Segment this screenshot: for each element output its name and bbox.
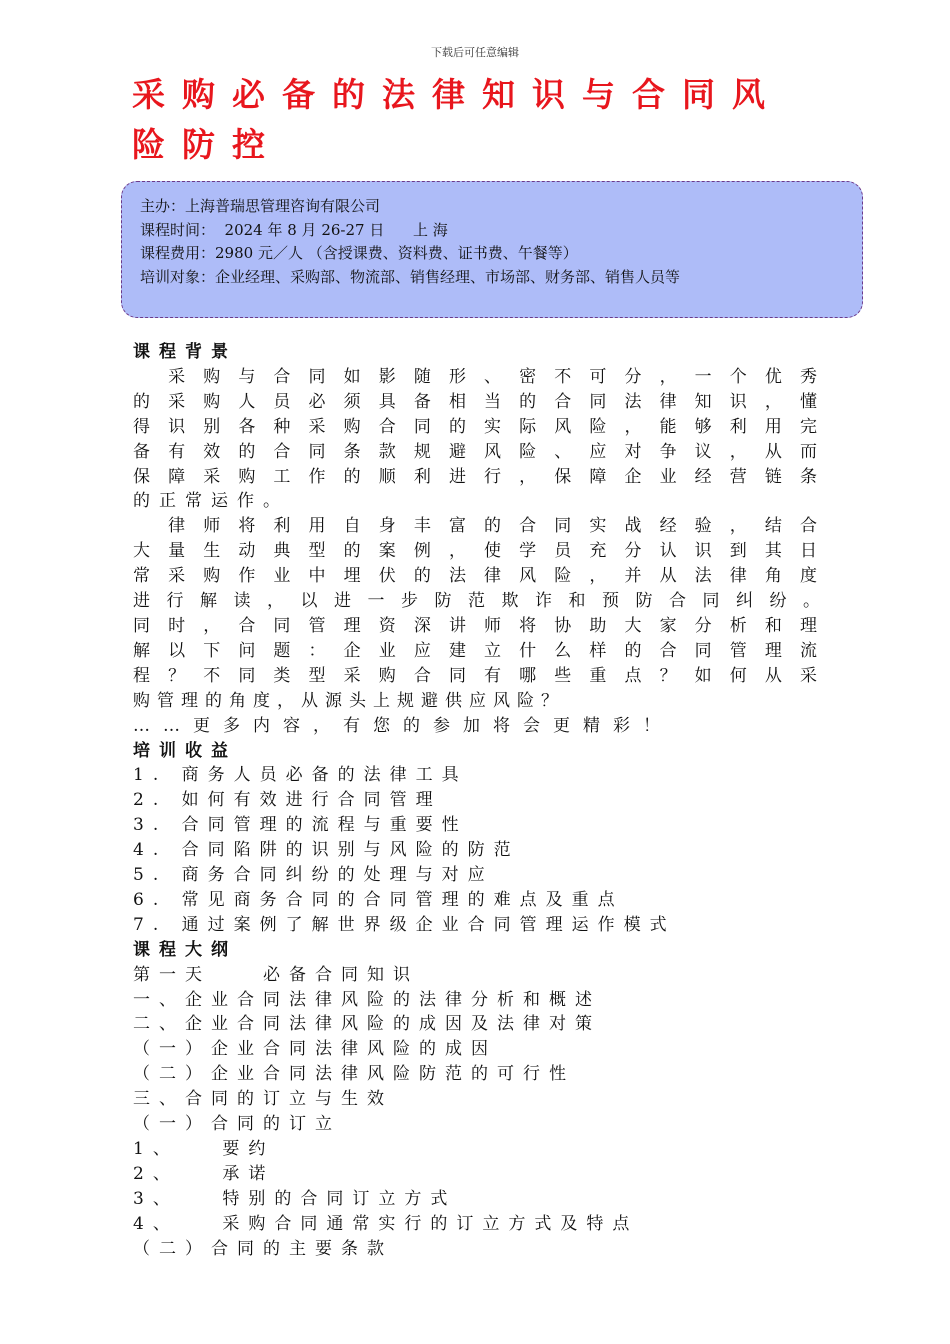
background-p1-line: 得识别各种采购合同的实际风险，能够利用完 xyxy=(133,416,823,437)
outline-item: 一、企业合同法律风险的法律分析和概述 xyxy=(133,989,601,1010)
outline-item: （一）企业合同法律风险的成因 xyxy=(133,1039,497,1060)
outline-item: （一）合同的订立 xyxy=(133,1114,341,1135)
background-p2-line: 进行解读，以进一步防范欺诈和预防合同纠纷。 xyxy=(133,591,823,612)
section-heading-background: 课程背景 xyxy=(133,342,237,362)
course-fee: 课程费用：2980 元／人 （含授课费、资料费、证书费、午餐等） xyxy=(140,244,578,262)
background-p2-line: 购管理的角度，从源头上规避供应风险？ xyxy=(133,690,565,711)
document-body xyxy=(133,340,823,1262)
benefit-item: 7. 通过案例了解世界级企业合同管理运作模式 xyxy=(133,914,676,935)
benefit-item: 2. 如何有效进行合同管理 xyxy=(133,790,442,811)
outline-item: 三、合同的订立与生效 xyxy=(133,1089,393,1110)
background-p1-line: 备有效的合同条款规避风险、应对争议，从而 xyxy=(133,441,823,462)
background-p1-line: 的正常运作。 xyxy=(133,491,289,512)
outline-item: 3、 特别的合同订立方式 xyxy=(133,1188,457,1209)
header-note: 下载后可任意编辑 xyxy=(431,46,519,59)
benefit-item: 5. 商务合同纠纷的处理与对应 xyxy=(133,865,494,886)
background-p2-line: 律师将利用自身丰富的合同实战经验，结合 xyxy=(133,516,823,537)
outline-item: （二）合同的主要条款 xyxy=(133,1238,393,1259)
title-line-2: 险防控 xyxy=(132,125,282,164)
outline-item: 第一天 必备合同知识 xyxy=(133,964,419,985)
benefit-item: 1. 商务人员必备的法律工具 xyxy=(133,765,468,786)
outline-item: 1、 要约 xyxy=(133,1139,275,1159)
benefit-item: 4. 合同陷阱的识别与风险的防范 xyxy=(133,840,520,861)
benefit-item: 3. 合同管理的流程与重要性 xyxy=(133,815,468,836)
section-heading-benefits: 培训收益 xyxy=(133,740,237,761)
more-content-note: ……更多内容，有您的参加将会更精彩！ xyxy=(133,715,673,736)
background-p2-line: 同时，合同管理资深讲师将协助大家分析和理 xyxy=(133,615,823,636)
background-p1-line: 保障采购工作的顺利进行，保障企业经营链条 xyxy=(133,466,823,487)
title-line-1: 采购必备的法律知识与合同风 xyxy=(132,75,782,114)
background-p2-line: 大量生动典型的案例，使学员充分认识到其日 xyxy=(133,541,823,562)
outline-item: 4、 采购合同通常实行的订立方式及特点 xyxy=(133,1213,639,1234)
benefit-item: 6. 常见商务合同的合同管理的难点及重点 xyxy=(133,889,624,910)
background-p1-line: 采购与合同如影随形、密不可分，一个优秀 xyxy=(133,366,823,387)
organizer: 主办：上海普瑞思管理咨询有限公司 xyxy=(140,197,381,215)
background-p2-line: 常采购作业中埋伏的法律风险，并从法律角度 xyxy=(133,566,823,587)
background-p1-line: 的采购人员必须具备相当的合同法律知识，懂 xyxy=(133,391,823,412)
background-p2-line: 解以下问题：企业应建立什么样的合同管理流 xyxy=(133,640,823,661)
course-info-box xyxy=(121,181,863,318)
outline-item: 二、企业合同法律风险的成因及法律对策 xyxy=(133,1014,601,1035)
background-p2-line: 程？不同类型采购合同有哪些重点？如何从采 xyxy=(133,665,823,686)
section-heading-outline: 课程大纲 xyxy=(133,939,237,960)
document-title xyxy=(132,70,832,170)
outline-item: 2、 承诺 xyxy=(133,1163,275,1184)
target-audience: 培训对象：企业经理、采购部、物流部、销售经理、市场部、财务部、销售人员等 xyxy=(140,267,681,286)
course-time: 课程时间： 2024 年 8 月 26-27 日 上 海 xyxy=(140,220,448,239)
outline-item: （二）企业合同法律风险防范的可行性 xyxy=(133,1064,575,1085)
